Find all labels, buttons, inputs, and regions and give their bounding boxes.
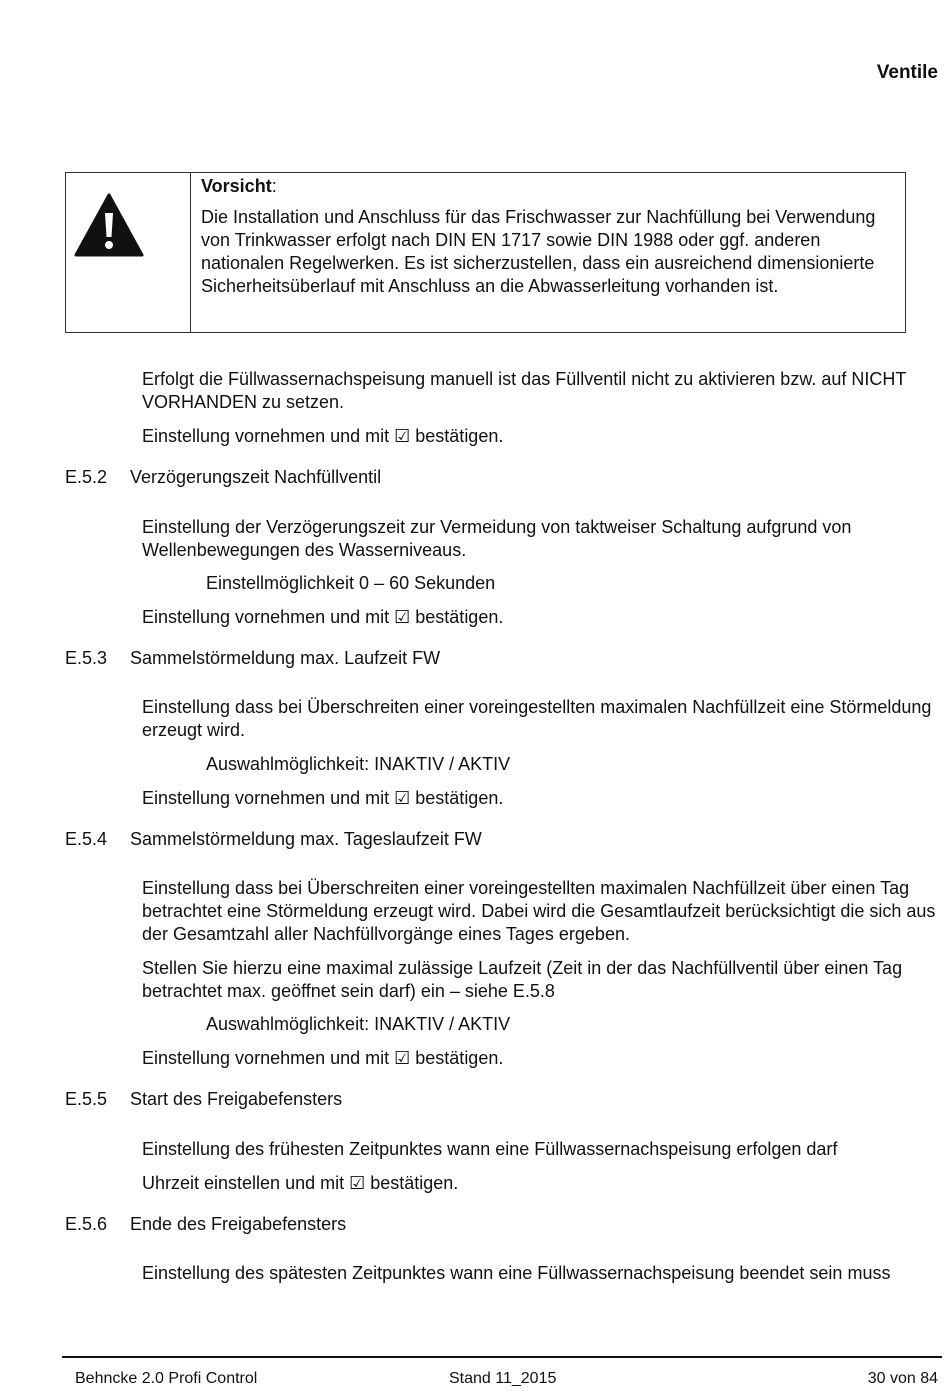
section-heading-e553 <box>65 647 440 670</box>
footer-version: Stand 11_2015 <box>449 1370 557 1387</box>
warning-box <box>65 172 906 333</box>
intro-confirm-text: Einstellung vornehmen und mit ☑ bestätigen. <box>142 426 504 446</box>
section-title: Verzögerungszeit Nachfüllventil <box>130 467 382 487</box>
section-e553-paragraph: Einstellung dass bei Überschreiten einer voreingestellten maximalen Nachfüllzeit eine Störmeldung erzeugt wird. <box>142 697 932 740</box>
section-e553-confirm: Einstellung vornehmen und mit ☑ bestätigen. <box>142 788 504 808</box>
section-number: E.5.2 <box>65 467 108 487</box>
warning-title-line <box>201 175 896 198</box>
section-heading-e554 <box>65 828 482 851</box>
section-e554-confirm: Einstellung vornehmen und mit ☑ bestätigen. <box>142 1048 504 1068</box>
section-heading-e556 <box>65 1213 346 1236</box>
section-e552-paragraph: Einstellung der Verzögerungszeit zur Vermeidung von taktweiser Schaltung aufgrund von Wellenbewegungen des Wasserniveaus. <box>142 517 852 560</box>
page-header-title: Ventile <box>876 62 938 83</box>
section-e554-paragraph: Einstellung dass bei Überschreiten einer voreingestellten maximalen Nachfüllzeit über einen Tag betrachtet eine Störmeldung erzeugt wird. Dabei wird die Gesamtlaufzeit berücksichtigt die sich aus der Gesamtzahl aller Nachfüllvorgänge eines Tages ergeben. <box>142 878 936 944</box>
section-e556-paragraph: Einstellung des spätesten Zeitpunktes wann eine Füllwassernachspeisung beendet sein muss <box>142 1263 891 1283</box>
section-number: E.5.6 <box>65 1214 108 1234</box>
intro-paragraph: Erfolgt die Füllwassernachspeisung manuell ist das Füllventil nicht zu aktivieren bzw. auf NICHT VORHANDEN zu setzen. <box>142 369 907 412</box>
footer-page-number: 30 von 84 <box>867 1370 938 1387</box>
section-e555-paragraph: Einstellung des frühesten Zeitpunktes wann eine Füllwassernachspeisung erfolgen darf <box>142 1139 838 1159</box>
section-e554-option: Auswahlmöglichkeit: INAKTIV / AKTIV <box>206 1014 511 1034</box>
section-e555-confirm: Uhrzeit einstellen und mit ☑ bestätigen. <box>142 1173 459 1193</box>
footer-product: Behncke 2.0 Profi Control <box>75 1370 258 1387</box>
section-number: E.5.3 <box>65 648 108 668</box>
section-e552-option: Einstellmöglichkeit 0 – 60 Sekunden <box>206 573 496 593</box>
warning-title: Vorsicht <box>201 176 272 196</box>
section-e552-confirm: Einstellung vornehmen und mit ☑ bestätigen. <box>142 607 504 627</box>
section-title: Sammelstörmeldung max. Tageslaufzeit FW <box>130 829 482 849</box>
section-number: E.5.5 <box>65 1089 108 1109</box>
section-heading-e552 <box>65 466 381 489</box>
warning-text: Die Installation und Anschluss für das Frischwasser zur Nachfüllung bei Verwendung von Trinkwasser erfolgt nach DIN EN 1717 sowie DIN 1988 oder ggf. anderen nationalen Regelwerken. Es ist sicherzustellen, dass ein ausreichend dimensionierte Sicherheitsüberlauf mit Anschluss an die Abwasserleitung vorhanden ist. <box>201 207 876 296</box>
section-title: Start des Freigabefensters <box>130 1089 343 1109</box>
footer-divider <box>62 1356 942 1358</box>
section-heading-e555 <box>65 1088 342 1111</box>
warning-content <box>201 173 896 298</box>
warning-triangle-icon <box>74 193 144 257</box>
warning-title-colon: : <box>271 176 277 196</box>
warning-divider <box>190 173 191 332</box>
section-title: Ende des Freigabefensters <box>130 1214 347 1234</box>
section-e554-paragraph-2: Stellen Sie hierzu eine maximal zulässige Laufzeit (Zeit in der das Nachfüllventil über einen Tag betrachtet max. geöffnet sein darf) ein – siehe E.5.8 <box>142 958 903 1001</box>
section-number: E.5.4 <box>65 829 108 849</box>
section-e553-option: Auswahlmöglichkeit: INAKTIV / AKTIV <box>206 754 511 774</box>
section-title: Sammelstörmeldung max. Laufzeit FW <box>130 648 441 668</box>
